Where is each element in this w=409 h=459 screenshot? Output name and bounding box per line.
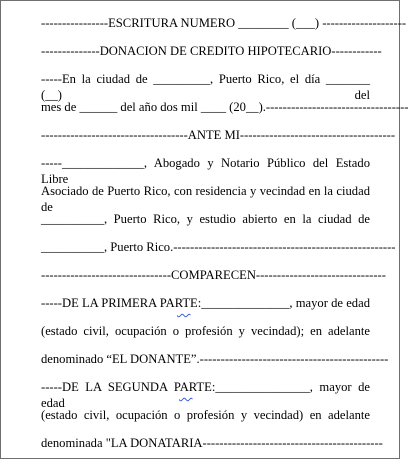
donee-designation-line: denominada "LA DONATARIA------------------------------------------- — [41, 436, 383, 450]
second-party-details-line: (estado civil, ocupación o profesión y vecindad) en adelante — [41, 408, 370, 422]
month-year-line: mes de ______ del año dos mil ____ (20__).---------------------------------- — [41, 100, 409, 114]
first-party-text: -----DE LA PRIMERA PARTE:______________, mayor de edad — [41, 296, 370, 310]
notary-residence-line: Asociado de Puerto Rico, con residencia y vecindad en la ciudad de — [41, 184, 370, 214]
deed-number-line: ----------------ESCRITURA NUMERO ________ (___) -------------------- — [41, 16, 407, 30]
city-date-line: -----En la ciudad de _________, Puerto Rico, el día _______ (__) del — [41, 72, 370, 102]
comparecen-line: -------------------------------COMPARECEN------------------------------- — [41, 268, 386, 282]
first-party-spellcheck-mark — [177, 302, 191, 312]
notary-office-end-line: __________, Puerto Rico.----------------------------------------------------- — [41, 240, 396, 254]
donor-designation-line: denominado “EL DONANTE”.--------------------------------------------- — [41, 352, 389, 366]
second-party-text: -----DE LA SEGUNDA PARTE:_______________, mayor de edad — [41, 380, 370, 410]
first-party-details-line: (estado civil, ocupación o profesión y vecindad); en adelante — [41, 324, 370, 338]
ante-mi-line: -----------------------------------ANTE MI------------------------------------- — [41, 128, 396, 142]
notary-line: -----_____________, Abogado y Notario Público del Estado Libre — [41, 156, 370, 186]
first-party-line — [41, 295, 370, 311]
deed-title-line: --------------DONACION DE CREDITO HIPOTECARIO------------ — [41, 44, 382, 58]
second-party-spellcheck-mark — [179, 386, 193, 396]
notary-office-line: __________, Puerto Rico, y estudio abierto en la ciudad de — [41, 212, 370, 226]
